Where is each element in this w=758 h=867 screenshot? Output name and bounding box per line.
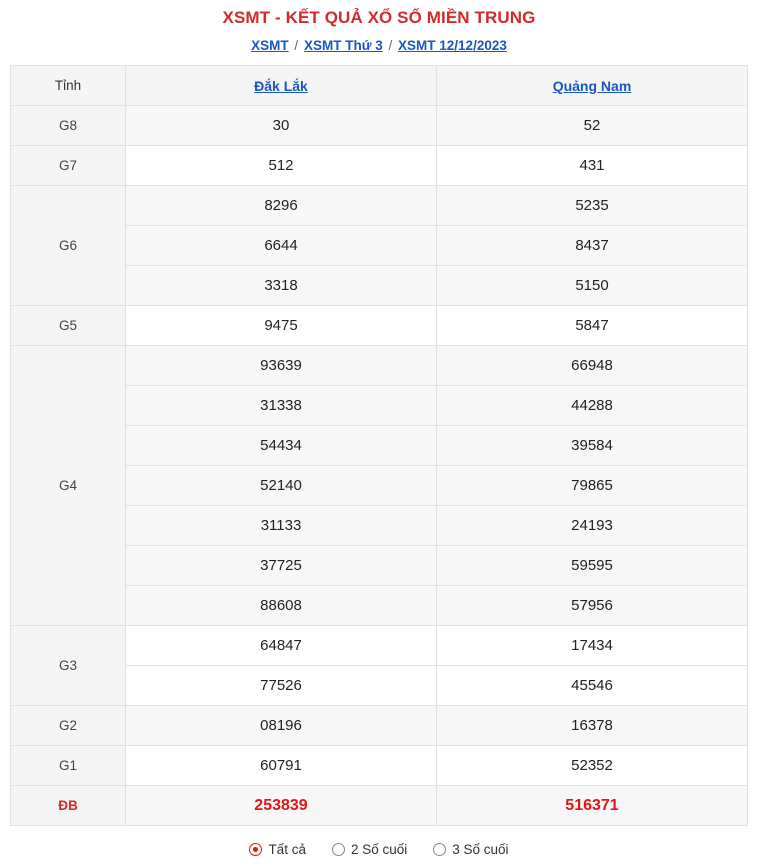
table-body [11, 106, 748, 826]
filter-option-last-2[interactable] [332, 842, 407, 857]
column-header-dak-lak [126, 66, 437, 106]
prize-label-đb: ĐB [11, 786, 126, 826]
result-number: 59595 [437, 546, 748, 586]
result-number: 5150 [437, 266, 748, 306]
result-number: 57956 [437, 586, 748, 626]
result-number: 31133 [126, 506, 437, 546]
result-number: 512 [126, 146, 437, 186]
result-number: 24193 [437, 506, 748, 546]
table-row [11, 626, 748, 666]
radio-icon-all[interactable] [249, 843, 262, 856]
result-number: 30 [126, 106, 437, 146]
result-number: 45546 [437, 666, 748, 706]
table-row [11, 146, 748, 186]
prize-label-g1: G1 [11, 746, 126, 786]
column-header-province: Tỉnh [11, 66, 126, 106]
result-number: 66948 [437, 346, 748, 386]
result-number: 16378 [437, 706, 748, 746]
breadcrumb-separator-1: / [294, 38, 299, 53]
filter-option-last-3[interactable] [433, 842, 508, 857]
result-number: 08196 [126, 706, 437, 746]
table-row [11, 306, 748, 346]
filter-label-all: Tất cả [268, 842, 306, 857]
breadcrumb [10, 38, 748, 65]
table-row [11, 706, 748, 746]
prize-label-g3: G3 [11, 626, 126, 706]
result-number: 54434 [126, 426, 437, 466]
result-number: 39584 [437, 426, 748, 466]
result-number: 52 [437, 106, 748, 146]
result-number: 6644 [126, 226, 437, 266]
prize-label-g5: G5 [11, 306, 126, 346]
result-number: 64847 [126, 626, 437, 666]
table-row [11, 106, 748, 146]
column-header-quang-nam [437, 66, 748, 106]
province-link-dak-lak[interactable]: Đắk Lắk [254, 77, 308, 94]
prize-label-g8: G8 [11, 106, 126, 146]
result-number: 253839 [126, 786, 437, 826]
table-row [11, 346, 748, 386]
radio-icon-last-3[interactable] [433, 843, 446, 856]
breadcrumb-link-xsmt-thu-3[interactable]: XSMT Thứ 3 [303, 38, 383, 53]
result-number: 93639 [126, 346, 437, 386]
filter-label-last-3: 3 Số cuối [452, 842, 509, 857]
result-number: 52352 [437, 746, 748, 786]
breadcrumb-link-xsmt[interactable]: XSMT [251, 38, 289, 53]
result-number: 516371 [437, 786, 748, 826]
result-number: 8296 [126, 186, 437, 226]
prize-label-g6: G6 [11, 186, 126, 306]
result-number: 88608 [126, 586, 437, 626]
result-number: 79865 [437, 466, 748, 506]
breadcrumb-link-xsmt-date[interactable]: XSMT 12/12/2023 [398, 38, 507, 53]
result-number: 31338 [126, 386, 437, 426]
lottery-results-table [10, 65, 748, 826]
province-link-quang-nam[interactable]: Quảng Nam [552, 77, 632, 94]
breadcrumb-separator-2: / [388, 38, 393, 53]
result-number: 5847 [437, 306, 748, 346]
filter-option-all[interactable] [249, 842, 306, 857]
result-number: 60791 [126, 746, 437, 786]
result-number: 8437 [437, 226, 748, 266]
table-row [11, 746, 748, 786]
radio-icon-last-2[interactable] [332, 843, 345, 856]
result-number: 3318 [126, 266, 437, 306]
result-number: 431 [437, 146, 748, 186]
result-number: 52140 [126, 466, 437, 506]
result-number: 5235 [437, 186, 748, 226]
prize-label-g2: G2 [11, 706, 126, 746]
table-row [11, 786, 748, 826]
table-row [11, 186, 748, 226]
result-number: 77526 [126, 666, 437, 706]
result-number: 9475 [126, 306, 437, 346]
result-number: 44288 [437, 386, 748, 426]
filter-label-last-2: 2 Số cuối [350, 842, 408, 857]
prize-label-g7: G7 [11, 146, 126, 186]
table-header-row [11, 66, 748, 106]
filter-options [10, 826, 748, 867]
prize-label-g4: G4 [11, 346, 126, 626]
result-number: 17434 [437, 626, 748, 666]
result-number: 37725 [126, 546, 437, 586]
page-title: XSMT - KẾT QUẢ XỔ SỐ MIỀN TRUNG [222, 8, 536, 27]
